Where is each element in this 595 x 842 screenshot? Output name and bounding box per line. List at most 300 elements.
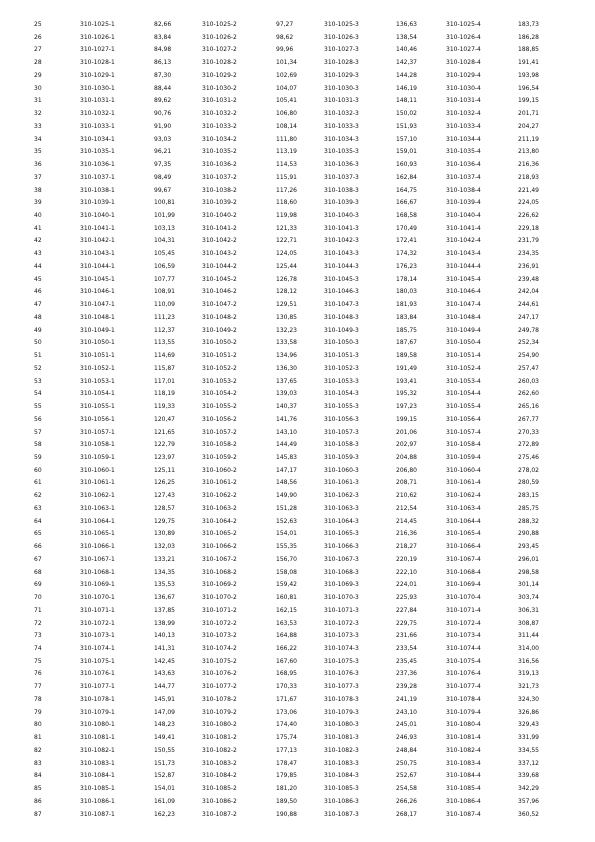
item-code-2-cell: 310-1064-2 <box>202 517 237 525</box>
item-code-3-cell: 310-1050-3 <box>324 339 359 347</box>
item-code-1-cell: 310-1063-1 <box>80 504 115 512</box>
row-number-cell: 36 <box>34 161 42 169</box>
row-number-cell: 49 <box>34 326 42 334</box>
value-3-cell: 199,15 <box>396 415 417 423</box>
item-code-2-cell: 310-1073-2 <box>202 632 237 640</box>
value-1-cell: 141,31 <box>154 644 175 652</box>
item-code-3-cell: 310-1055-3 <box>324 403 359 411</box>
item-code-2-cell: 310-1083-2 <box>202 759 237 767</box>
table-row <box>34 656 558 669</box>
row-number-cell: 82 <box>34 746 42 754</box>
table-row <box>34 809 558 822</box>
item-code-3-cell: 310-1077-3 <box>324 683 359 691</box>
table-row <box>34 274 558 287</box>
item-code-3-cell: 310-1034-3 <box>324 135 359 143</box>
item-code-1-cell: 310-1034-1 <box>80 135 115 143</box>
value-2-cell: 97,27 <box>276 21 294 28</box>
item-code-2-cell: 310-1028-2 <box>202 59 237 67</box>
value-2-cell: 178,47 <box>276 759 297 767</box>
item-code-4-cell: 310-1079-4 <box>446 708 481 716</box>
table-row <box>34 261 558 274</box>
item-code-4-cell: 310-1042-4 <box>446 237 481 245</box>
value-2-cell: 122,71 <box>276 237 297 245</box>
item-code-2-cell: 310-1086-2 <box>202 797 237 805</box>
row-number-cell: 81 <box>34 734 42 742</box>
value-1-cell: 152,87 <box>154 772 175 780</box>
item-code-3-cell: 310-1066-3 <box>324 543 359 551</box>
table-row <box>34 32 558 45</box>
item-code-4-cell: 310-1062-4 <box>446 492 481 500</box>
item-code-3-cell: 310-1048-3 <box>324 313 359 321</box>
value-2-cell: 190,88 <box>276 810 297 818</box>
value-4-cell: 257,47 <box>518 364 539 372</box>
item-code-4-cell: 310-1083-4 <box>446 759 481 767</box>
value-4-cell: 275,46 <box>518 453 539 461</box>
value-4-cell: 334,55 <box>518 746 539 754</box>
value-1-cell: 128,57 <box>154 504 175 512</box>
value-3-cell: 227,84 <box>396 606 417 614</box>
value-3-cell: 206,80 <box>396 466 417 474</box>
item-code-4-cell: 310-1082-4 <box>446 746 481 754</box>
value-1-cell: 154,01 <box>154 785 175 793</box>
row-number-cell: 61 <box>34 479 42 487</box>
item-code-4-cell: 310-1074-4 <box>446 644 481 652</box>
item-code-4-cell: 310-1070-4 <box>446 594 481 602</box>
item-code-2-cell: 310-1026-2 <box>202 33 237 41</box>
row-number-cell: 63 <box>34 504 42 512</box>
value-2-cell: 147,17 <box>276 466 297 474</box>
value-3-cell: 162,84 <box>396 173 417 181</box>
table-row <box>34 57 558 70</box>
value-2-cell: 168,95 <box>276 670 297 678</box>
value-4-cell: 306,31 <box>518 606 539 614</box>
value-3-cell: 148,11 <box>396 97 417 105</box>
value-4-cell: 298,58 <box>518 568 539 576</box>
row-number-cell: 59 <box>34 453 42 461</box>
table-row <box>34 337 558 350</box>
value-2-cell: 152,63 <box>276 517 297 525</box>
value-2-cell: 117,26 <box>276 186 297 194</box>
value-4-cell: 254,90 <box>518 352 539 360</box>
item-code-2-cell: 310-1045-2 <box>202 275 237 283</box>
item-code-2-cell: 310-1036-2 <box>202 161 237 169</box>
row-number-cell: 56 <box>34 415 42 423</box>
value-1-cell: 98,49 <box>154 173 172 181</box>
item-code-2-cell: 310-1061-2 <box>202 479 237 487</box>
item-code-4-cell: 310-1036-4 <box>446 161 481 169</box>
item-code-3-cell: 310-1031-3 <box>324 97 359 105</box>
row-number-cell: 69 <box>34 581 42 589</box>
item-code-2-cell: 310-1087-2 <box>202 810 237 818</box>
value-2-cell: 104,07 <box>276 84 297 92</box>
value-2-cell: 177,13 <box>276 746 297 754</box>
item-code-2-cell: 310-1077-2 <box>202 683 237 691</box>
item-code-2-cell: 310-1084-2 <box>202 772 237 780</box>
item-code-2-cell: 310-1034-2 <box>202 135 237 143</box>
item-code-1-cell: 310-1045-1 <box>80 275 115 283</box>
value-4-cell: 319,13 <box>518 670 539 678</box>
item-code-4-cell: 310-1076-4 <box>446 670 481 678</box>
value-1-cell: 125,11 <box>154 466 175 474</box>
value-4-cell: 262,60 <box>518 390 539 398</box>
value-1-cell: 105,45 <box>154 250 175 258</box>
item-code-2-cell: 310-1060-2 <box>202 466 237 474</box>
item-code-2-cell: 310-1031-2 <box>202 97 237 105</box>
row-number-cell: 34 <box>34 135 42 143</box>
table-row <box>34 618 558 631</box>
item-code-3-cell: 310-1025-3 <box>324 21 359 28</box>
value-4-cell: 211,19 <box>518 135 539 143</box>
item-code-3-cell: 310-1086-3 <box>324 797 359 805</box>
item-code-1-cell: 310-1027-1 <box>80 46 115 54</box>
value-3-cell: 146,19 <box>396 84 417 92</box>
item-code-3-cell: 310-1073-3 <box>324 632 359 640</box>
value-2-cell: 132,23 <box>276 326 297 334</box>
value-2-cell: 149,90 <box>276 492 297 500</box>
item-code-3-cell: 310-1051-3 <box>324 352 359 360</box>
value-4-cell: 265,16 <box>518 403 539 411</box>
value-4-cell: 314,00 <box>518 644 539 652</box>
item-code-3-cell: 310-1026-3 <box>324 33 359 41</box>
item-code-4-cell: 310-1035-4 <box>446 148 481 156</box>
value-2-cell: 105,41 <box>276 97 297 105</box>
value-2-cell: 119,98 <box>276 212 297 220</box>
value-2-cell: 108,14 <box>276 122 297 130</box>
item-code-3-cell: 310-1084-3 <box>324 772 359 780</box>
value-3-cell: 140,46 <box>396 46 417 54</box>
table-row <box>34 770 558 783</box>
value-2-cell: 151,28 <box>276 504 297 512</box>
item-code-4-cell: 310-1053-4 <box>446 377 481 385</box>
value-4-cell: 231,79 <box>518 237 539 245</box>
row-number-cell: 29 <box>34 71 42 79</box>
item-code-2-cell: 310-1038-2 <box>202 186 237 194</box>
item-code-3-cell: 310-1027-3 <box>324 46 359 54</box>
value-4-cell: 342,29 <box>518 785 539 793</box>
item-code-3-cell: 310-1036-3 <box>324 161 359 169</box>
value-2-cell: 121,33 <box>276 224 297 232</box>
table-row <box>34 745 558 758</box>
item-code-1-cell: 310-1040-1 <box>80 212 115 220</box>
value-1-cell: 142,45 <box>154 657 175 665</box>
table-row <box>34 452 558 465</box>
item-code-4-cell: 310-1034-4 <box>446 135 481 143</box>
item-code-1-cell: 310-1077-1 <box>80 683 115 691</box>
value-3-cell: 239,28 <box>396 683 417 691</box>
item-code-2-cell: 310-1079-2 <box>202 708 237 716</box>
row-number-cell: 25 <box>34 21 42 28</box>
value-3-cell: 185,75 <box>396 326 417 334</box>
value-2-cell: 134,96 <box>276 352 297 360</box>
table-row <box>34 401 558 414</box>
value-1-cell: 149,41 <box>154 734 175 742</box>
row-number-cell: 60 <box>34 466 42 474</box>
item-code-1-cell: 310-1046-1 <box>80 288 115 296</box>
item-code-2-cell: 310-1070-2 <box>202 594 237 602</box>
value-1-cell: 117,01 <box>154 377 175 385</box>
item-code-4-cell: 310-1065-4 <box>446 530 481 538</box>
value-3-cell: 225,93 <box>396 594 417 602</box>
value-1-cell: 162,23 <box>154 810 175 818</box>
item-code-3-cell: 310-1033-3 <box>324 122 359 130</box>
row-number-cell: 44 <box>34 262 42 270</box>
table-body <box>34 19 558 821</box>
row-number-cell: 51 <box>34 352 42 360</box>
value-1-cell: 108,91 <box>154 288 175 296</box>
value-2-cell: 102,69 <box>276 71 297 79</box>
table-row <box>34 95 558 108</box>
item-code-4-cell: 310-1064-4 <box>446 517 481 525</box>
value-4-cell: 188,85 <box>518 46 539 54</box>
item-code-4-cell: 310-1072-4 <box>446 619 481 627</box>
table-row <box>34 83 558 96</box>
item-code-1-cell: 310-1053-1 <box>80 377 115 385</box>
value-3-cell: 237,36 <box>396 670 417 678</box>
item-code-2-cell: 310-1049-2 <box>202 326 237 334</box>
value-4-cell: 204,27 <box>518 122 539 130</box>
row-number-cell: 39 <box>34 199 42 207</box>
table-row <box>34 490 558 503</box>
value-1-cell: 100,81 <box>154 199 175 207</box>
value-2-cell: 164,88 <box>276 632 297 640</box>
item-code-1-cell: 310-1054-1 <box>80 390 115 398</box>
table-row <box>34 503 558 516</box>
table-row <box>34 19 558 32</box>
value-4-cell: 221,49 <box>518 186 539 194</box>
row-number-cell: 38 <box>34 186 42 194</box>
item-code-3-cell: 310-1061-3 <box>324 479 359 487</box>
value-2-cell: 171,67 <box>276 695 297 703</box>
item-code-4-cell: 310-1046-4 <box>446 288 481 296</box>
row-number-cell: 84 <box>34 772 42 780</box>
table-row <box>34 146 558 159</box>
item-code-2-cell: 310-1071-2 <box>202 606 237 614</box>
value-4-cell: 191,41 <box>518 59 539 67</box>
value-1-cell: 107,77 <box>154 275 175 283</box>
item-code-3-cell: 310-1072-3 <box>324 619 359 627</box>
item-code-4-cell: 310-1078-4 <box>446 695 481 703</box>
item-code-1-cell: 310-1056-1 <box>80 415 115 423</box>
value-2-cell: 144,49 <box>276 441 297 449</box>
row-number-cell: 72 <box>34 619 42 627</box>
value-1-cell: 151,73 <box>154 759 175 767</box>
table-row <box>34 643 558 656</box>
item-code-4-cell: 310-1048-4 <box>446 313 481 321</box>
item-code-1-cell: 310-1075-1 <box>80 657 115 665</box>
value-2-cell: 126,78 <box>276 275 297 283</box>
value-2-cell: 159,42 <box>276 581 297 589</box>
row-number-cell: 35 <box>34 148 42 156</box>
table-row <box>34 465 558 478</box>
value-1-cell: 106,59 <box>154 262 175 270</box>
item-code-2-cell: 310-1042-2 <box>202 237 237 245</box>
item-code-1-cell: 310-1029-1 <box>80 71 115 79</box>
value-1-cell: 133,21 <box>154 555 175 563</box>
row-number-cell: 42 <box>34 237 42 245</box>
item-code-1-cell: 310-1052-1 <box>80 364 115 372</box>
table-row <box>34 439 558 452</box>
table-row <box>34 630 558 643</box>
row-number-cell: 41 <box>34 224 42 232</box>
item-code-2-cell: 310-1072-2 <box>202 619 237 627</box>
value-3-cell: 176,23 <box>396 262 417 270</box>
value-4-cell: 213,80 <box>518 148 539 156</box>
value-4-cell: 357,96 <box>518 797 539 805</box>
item-code-4-cell: 310-1043-4 <box>446 250 481 258</box>
value-4-cell: 196,54 <box>518 84 539 92</box>
value-3-cell: 235,45 <box>396 657 417 665</box>
value-3-cell: 150,02 <box>396 110 417 118</box>
value-3-cell: 248,84 <box>396 746 417 754</box>
item-code-4-cell: 310-1027-4 <box>446 46 481 54</box>
value-2-cell: 181,20 <box>276 785 297 793</box>
item-code-1-cell: 310-1039-1 <box>80 199 115 207</box>
value-1-cell: 110,09 <box>154 301 175 309</box>
value-3-cell: 210,62 <box>396 492 417 500</box>
item-code-1-cell: 310-1050-1 <box>80 339 115 347</box>
item-code-1-cell: 310-1032-1 <box>80 110 115 118</box>
item-code-1-cell: 310-1085-1 <box>80 785 115 793</box>
value-1-cell: 150,55 <box>154 746 175 754</box>
item-code-3-cell: 310-1044-3 <box>324 262 359 270</box>
table-row <box>34 172 558 185</box>
item-code-3-cell: 310-1070-3 <box>324 594 359 602</box>
item-code-2-cell: 310-1078-2 <box>202 695 237 703</box>
item-code-4-cell: 310-1052-4 <box>446 364 481 372</box>
item-code-1-cell: 310-1047-1 <box>80 301 115 309</box>
row-number-cell: 47 <box>34 301 42 309</box>
value-3-cell: 233,54 <box>396 644 417 652</box>
value-4-cell: 272,89 <box>518 441 539 449</box>
table-row <box>34 427 558 440</box>
item-code-2-cell: 310-1055-2 <box>202 403 237 411</box>
item-code-2-cell: 310-1080-2 <box>202 721 237 729</box>
item-code-4-cell: 310-1054-4 <box>446 390 481 398</box>
row-number-cell: 77 <box>34 683 42 691</box>
item-code-1-cell: 310-1031-1 <box>80 97 115 105</box>
value-2-cell: 154,01 <box>276 530 297 538</box>
item-code-3-cell: 310-1049-3 <box>324 326 359 334</box>
value-4-cell: 285,75 <box>518 504 539 512</box>
value-3-cell: 197,23 <box>396 403 417 411</box>
item-code-2-cell: 310-1041-2 <box>202 224 237 232</box>
table-row <box>34 567 558 580</box>
table-row <box>34 235 558 248</box>
item-code-4-cell: 310-1038-4 <box>446 186 481 194</box>
table-row <box>34 223 558 236</box>
value-4-cell: 201,71 <box>518 110 539 118</box>
item-code-3-cell: 310-1032-3 <box>324 110 359 118</box>
item-code-3-cell: 310-1068-3 <box>324 568 359 576</box>
row-number-cell: 73 <box>34 632 42 640</box>
item-code-3-cell: 310-1082-3 <box>324 746 359 754</box>
row-number-cell: 76 <box>34 670 42 678</box>
value-3-cell: 189,58 <box>396 352 417 360</box>
value-4-cell: 303,74 <box>518 594 539 602</box>
item-code-1-cell: 310-1058-1 <box>80 441 115 449</box>
item-code-2-cell: 310-1074-2 <box>202 644 237 652</box>
item-code-3-cell: 310-1076-3 <box>324 670 359 678</box>
value-4-cell: 288,32 <box>518 517 539 525</box>
row-number-cell: 33 <box>34 122 42 130</box>
value-4-cell: 193,98 <box>518 71 539 79</box>
value-4-cell: 218,93 <box>518 173 539 181</box>
value-1-cell: 91,90 <box>154 122 172 130</box>
item-code-1-cell: 310-1036-1 <box>80 161 115 169</box>
value-2-cell: 148,56 <box>276 479 297 487</box>
value-3-cell: 212,54 <box>396 504 417 512</box>
value-1-cell: 120,47 <box>154 415 175 423</box>
row-number-cell: 85 <box>34 785 42 793</box>
item-code-2-cell: 310-1039-2 <box>202 199 237 207</box>
value-1-cell: 122,79 <box>154 441 175 449</box>
table-row <box>34 477 558 490</box>
table-row <box>34 388 558 401</box>
value-1-cell: 93,03 <box>154 135 172 143</box>
value-1-cell: 90,76 <box>154 110 172 118</box>
row-number-cell: 71 <box>34 606 42 614</box>
row-number-cell: 26 <box>34 33 42 41</box>
value-4-cell: 278,02 <box>518 466 539 474</box>
value-1-cell: 148,23 <box>154 721 175 729</box>
row-number-cell: 54 <box>34 390 42 398</box>
item-code-3-cell: 310-1080-3 <box>324 721 359 729</box>
item-code-2-cell: 310-1047-2 <box>202 301 237 309</box>
value-1-cell: 147,09 <box>154 708 175 716</box>
value-2-cell: 101,34 <box>276 59 297 67</box>
row-number-cell: 55 <box>34 403 42 411</box>
value-3-cell: 266,26 <box>396 797 417 805</box>
item-code-3-cell: 310-1075-3 <box>324 657 359 665</box>
value-2-cell: 175,74 <box>276 734 297 742</box>
value-1-cell: 87,30 <box>154 71 172 79</box>
value-4-cell: 316,56 <box>518 657 539 665</box>
value-4-cell: 234,35 <box>518 250 539 258</box>
row-number-cell: 67 <box>34 555 42 563</box>
value-3-cell: 193,41 <box>396 377 417 385</box>
table-row <box>34 248 558 261</box>
item-code-2-cell: 310-1044-2 <box>202 262 237 270</box>
item-code-2-cell: 310-1063-2 <box>202 504 237 512</box>
value-2-cell: 125,44 <box>276 262 297 270</box>
item-code-2-cell: 310-1056-2 <box>202 415 237 423</box>
item-code-4-cell: 310-1063-4 <box>446 504 481 512</box>
table-row <box>34 325 558 338</box>
table-row <box>34 732 558 745</box>
item-code-2-cell: 310-1025-2 <box>202 21 237 28</box>
item-code-1-cell: 310-1079-1 <box>80 708 115 716</box>
item-code-4-cell: 310-1071-4 <box>446 606 481 614</box>
value-1-cell: 96,21 <box>154 148 172 156</box>
value-4-cell: 296,01 <box>518 555 539 563</box>
value-1-cell: 127,43 <box>154 492 175 500</box>
value-4-cell: 290,88 <box>518 530 539 538</box>
value-2-cell: 170,33 <box>276 683 297 691</box>
item-code-1-cell: 310-1086-1 <box>80 797 115 805</box>
item-code-2-cell: 310-1027-2 <box>202 46 237 54</box>
item-code-4-cell: 310-1086-4 <box>446 797 481 805</box>
item-code-2-cell: 310-1046-2 <box>202 288 237 296</box>
row-number-cell: 75 <box>34 657 42 665</box>
item-code-1-cell: 310-1069-1 <box>80 581 115 589</box>
item-code-4-cell: 310-1040-4 <box>446 212 481 220</box>
item-code-4-cell: 310-1075-4 <box>446 657 481 665</box>
value-4-cell: 244,61 <box>518 301 539 309</box>
table-row <box>34 70 558 83</box>
row-number-cell: 30 <box>34 84 42 92</box>
item-code-3-cell: 310-1087-3 <box>324 810 359 818</box>
value-3-cell: 218,27 <box>396 543 417 551</box>
